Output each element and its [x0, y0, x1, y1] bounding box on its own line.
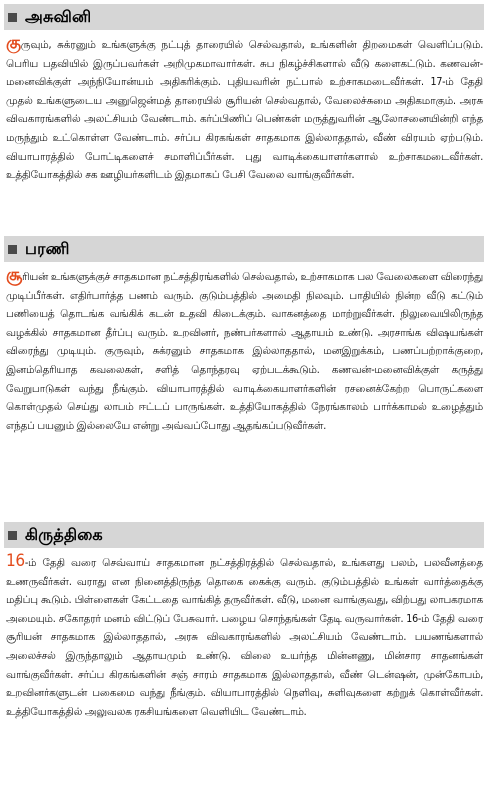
square-bullet-icon [8, 245, 17, 254]
section-title: அசுவினி [25, 6, 92, 26]
drop-cap: கு [6, 33, 21, 53]
square-bullet-icon [8, 531, 17, 540]
section-header [4, 4, 484, 30]
drop-cap: சூ [6, 265, 22, 285]
section-body [4, 265, 484, 435]
body-text: ருவும், சுக்ரனும் உங்களுக்கு நட்புத் தாரையில் செல்வதால், உங்களின் திறமைகள் வெளிப்படும். பெரிய பதவியில் இருப்பவர்கள் அறிமுகமாவார்கள். சுப நிகழ்ச்சிகளால் வீடு களைகட்டும். கணவன்-மனைவிக்குள் அந்நியோன்யம் அதிகரிக்கும். புதியவரின் நட்பால் உற்சாகமடைவீர்கள். 17-ம் தேதி முதல் உங்களுடைய அனுஜென்மத் தாரையில் சூரியன் செல்வதால், வேலைச்சுமை அதிகமாகும். அரசு விவகாரங்களில் அலட்சியம் வேண்டாம். கர்ப்பிணிப் பெண்கள் மருத்துவரின் ஆலோசனையின்றி எந்த மருந்தும் உட்கொள்ள வேண்டாம். சர்ப்ப கிரகங்கள் சாதகமாக இல்லாததால், வீண் விரயம் ஏற்படும். வியாபாரத்தில் போட்டிகளைச் சமாளிப்பீர்கள். புது வாடிக்கையாளர்களால் உற்சாகமடைவீர்கள். உத்தியோகத்தில் சக ஊழியர்களிடம் இதமாகப் பேசி வேலை வாங்குவீர்கள். [6, 39, 483, 182]
section-krithigai [4, 522, 484, 792]
drop-cap: 16 [6, 551, 25, 571]
body-text: ரியன் உங்களுக்குச் சாதகமான நட்சத்திரங்களில் செல்வதால், உற்சாகமாக பல வேலைகளை விரைந்து முடிப்பீர்கள். எதிர்பார்த்த பணம் வரும். குடும்பத்தில் அமைதி நிலவும். பாதியில் நின்ற வீடு கட்டும் பணியைத் தொடங்க வங்கிக் கடன் உதவி கிடைக்கும். வாகனத்தை மாற்றுவீர்கள். நிலுவையிலிருந்த வழக்கில் சாதகமான தீர்ப்பு வரும். உறவினர், நண்பர்களால் ஆதாயம் உண்டு. அரசாங்க விஷயங்கள் விரைந்து முடியும். குருவும், சுக்ரனும் சாதகமாக இல்லாததால், மனஇறுக்கம், பணப்பற்றாக்குறை, இனம்தெரியாத கவலைகள், சளித் தொந்தரவு ஏற்படக்கூடும். கணவன்-மனைவிக்குள் கருத்து வேறுபாடுகள் வந்து நீங்கும். வியாபாரத்தில் வாடிக்கையாளர்களின் ரசனைக்கேற்ற பொருட்களை கொள்முதல் செய்து லாபம் ஈட்டப் பாருங்கள். உத்தியோகத்தில் நேரங்காலம் பார்க்காமல் உழைத்தும் எந்தப் பயனும் இல்லையே என்று அவ்வப்போது ஆதங்கப்படுவீர்கள். [6, 271, 483, 432]
section-header [4, 522, 484, 548]
section-body [4, 551, 484, 721]
section-asuvini [4, 4, 484, 236]
section-body [4, 33, 484, 185]
square-bullet-icon [8, 13, 17, 22]
section-header [4, 236, 484, 262]
section-title: கிருத்திகை [25, 524, 103, 544]
section-title: பரணி [25, 238, 70, 258]
body-text: -ம் தேதி வரை செவ்வாய் சாதகமான நட்சத்திரத்தில் செல்வதால், உங்களது பலம், பலவீனத்தை உணருவீர்கள். வராது என நினைத்திருந்த தொகை கைக்கு வரும். குடும்பத்தில் உங்கள் வார்த்தைக்கு மதிப்பு கூடும். பிள்ளைகள் கேட்டதை வாங்கித் தருவீர்கள். வீடு, மனை வாங்குவது, விற்பது லாபகரமாக அமையும். சகோதரர் மனம் விட்டுப் பேசுவார். பழைய சொந்தங்கள் தேடி வருவார்கள். 16-ம் தேதி வரை சூரியன் சாதகமாக இல்லாததால், அரசு விவகாரங்களில் அலட்சியம் வேண்டாம். பயணங்களால் அலைச்சல் இருந்தாலும் ஆதாயமும் உண்டு. விலை உயர்ந்த மின்னணு, மின்சார சாதனங்கள் வாங்குவீர்கள். சர்ப்ப கிரகங்களின் சஞ் சாரம் சாதகமாக இல்லாததால், வீண் டென்ஷன், முன்கோபம், உறவினர்களுடன் பகைமை வந்து நீங்கும். வியாபாரத்தில் நெளிவு, சுளிவுகளை கற்றுக் கொள்வீர்கள். உத்தியோகத்தில் அலுவலக ரகசியங்களை வெளியிட வேண்டாம். [6, 557, 483, 718]
section-bharani [4, 236, 484, 522]
